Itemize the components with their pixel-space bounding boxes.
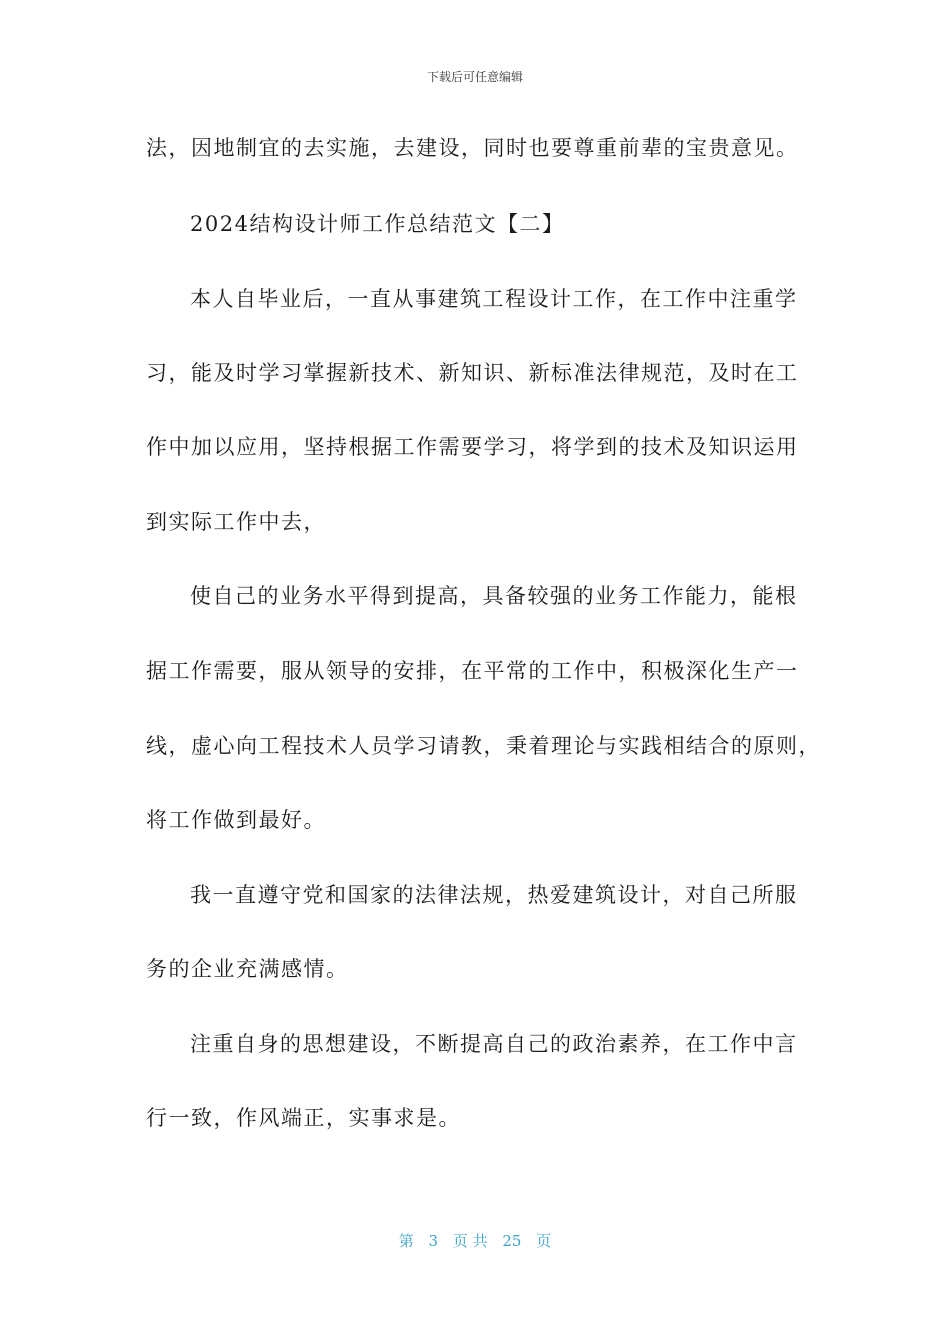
body-line-9: 线，虚心向工程技术人员学习请教，秉着理论与实践相结合的原则，: [146, 734, 821, 758]
footer-page-number: 3: [428, 1232, 439, 1250]
body-line-4: 习，能及时学习掌握新技术、新知识、新标准法律规范，及时在工: [146, 361, 799, 385]
footer-prefix: 第: [398, 1232, 414, 1250]
body-line-1: 法，因地制宜的去实施，去建设，同时也要尊重前辈的宝贵意见。: [146, 136, 799, 160]
footer-total-pages: 25: [502, 1232, 522, 1250]
body-line-3: 本人自毕业后，一直从事建筑工程设计工作，在工作中注重学: [190, 287, 798, 311]
body-line-13: 注重自身的思想建设，不断提高自己的政治素养，在工作中言: [190, 1032, 798, 1056]
footer-mid: 页 共: [452, 1232, 488, 1250]
section-heading: 2024结构设计师工作总结范文【二】: [190, 212, 565, 236]
body-line-11: 我一直遵守党和国家的法律法规，热爱建筑设计，对自己所服: [190, 883, 798, 907]
body-line-7: 使自己的业务水平得到提高，具备较强的业务工作能力，能根: [190, 584, 798, 608]
body-line-14: 行一致，作风端正，实事求是。: [146, 1106, 461, 1130]
footer-suffix: 页: [536, 1232, 552, 1250]
body-line-6: 到实际工作中去，: [146, 510, 326, 534]
page-header: 下载后可任意编辑: [426, 70, 523, 84]
page-footer: [0, 1230, 950, 1251]
body-line-12: 务的企业充满感情。: [146, 957, 349, 981]
body-line-5: 作中加以应用，坚持根据工作需要学习，将学到的技术及知识运用: [146, 435, 799, 459]
body-line-8: 据工作需要，服从领导的安排，在平常的工作中，积极深化生产一: [146, 659, 799, 683]
body-line-10: 将工作做到最好。: [146, 808, 326, 832]
